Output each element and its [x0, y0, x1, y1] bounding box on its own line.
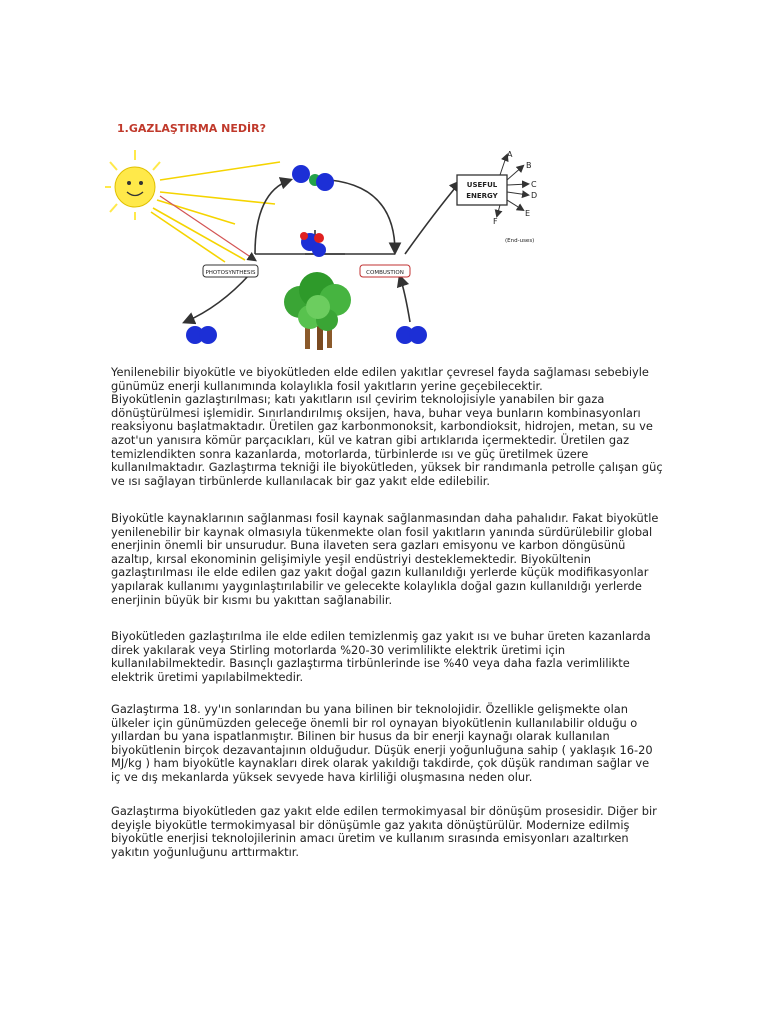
paragraph-4: Gazlaştırma 18. yy'ın sonlarından bu yana bilinen bir teknolojidir. Özellikle gelişmekte olan ülkeler için günümüzden geleceğe önemli bir rol oynayan biyokütlenin kullanılabilir olduğu o yıllardan bu yana ispatlanmıştır. Bilinen bir husus da bir enerji kaynağı olarak kullanılan biyokütlenin birçok dezavantajının olduğudur. Düşük enerji yoğunluğuna sahip ( yaklaşık 16-20 MJ/kg ) ham biyokütle kaynakları direk olarak yakıldığı takdirde, çok düşük randıman sağlar ve iç ve dış mekanlarda yüksek sevyede hava kirliliği oluşmasına neden olur. [111, 702, 653, 784]
end-uses-label: (End-uses) [505, 238, 535, 244]
page-heading: 1.GAZLAŞTIRMA NEDİR? [117, 122, 266, 135]
letter-d: D [531, 191, 538, 200]
svg-text:ENERGY: ENERGY [466, 192, 498, 200]
letter-c: C [531, 180, 537, 189]
forest-icon [284, 272, 351, 350]
paragraph-1: Yenilenebilir biyokütle ve biyokütleden elde edilen yakıtlar çevresel fayda sağlaması sebebiyle günümüz enerji kullanımında kolaylıkla fosil yakıtların yerine geçebilecektir. Biyokütlenin gazlaştırılması; katı yakıtların ısıl çevirim teknolojisiyle yanabilen bir gaza dönüştürülmesi işlemidir. Sınırlandırılmış oksijen, hava, buhar veya bunların kombinasyonları reaksiyonu başlatmaktadır. Üretilen gaz karbonmonoksit, karbondioksit, hidrojen, metan, su ve azot'un yanısıra kömür parçacıkları, kül ve katran gibi artıklarıda içermektedir. Üretilen gaz temizlendikten sonra kazanlarda, motorlarda, türbinlerde ısı ve güç üretilmek üzere kullanılmaktadır. Gazlaştırma tekniği ile biyokütleden, yüksek bir randımanla petrolle çalışan güç ve ısı sağlayan tirbünlerde kullanılacak bir gaz yakıt elde edilebilir. [111, 365, 663, 488]
molecule-top-icon [292, 165, 334, 191]
paragraph-2: Biyokütle kaynaklarının sağlanması fosil kaynak sağlanmasından daha pahalıdır. Fakat biyokütle yenilenebilir bir kaynak olmasıyla tükenmekte olan fosil yakıtların yanında sürdürülebilir global enerjinin önemli bir unsurudur. Buna ilaveten sera gazları emisyonu ve karbon döngüsünü azaltıp, kırsal ekonominin gelişimiyle yeşil endüstriyi desteklemektedir. Biyokültenin gazlaştırılması ile elde edilen gaz yakıt doğal gazın kullanıldığı yerlerde küçük modifikasyonlar yapılarak kullanımı yaygınlaştırılabilir ve gelecekte kolaylıkla doğal gazın kullanıldığı yerlerde enerjinin büyük bir kısmı bu yakıttan sağlanabilir. [111, 511, 659, 607]
sun-icon [105, 150, 160, 220]
letter-e: E [525, 209, 531, 218]
molecule-bottom-left-icon [186, 326, 217, 344]
biomass-cycle-diagram [105, 142, 565, 354]
useful-energy-box [457, 175, 507, 205]
letter-f: F [493, 217, 498, 226]
molecule-bottom-right-icon [396, 326, 427, 344]
combustion-label [360, 265, 410, 277]
photosynthesis-label [203, 265, 258, 277]
letter-a: A [507, 150, 513, 159]
paragraph-3: Biyokütleden gazlaştırılma ile elde edilen temizlenmiş gaz yakıt ısı ve buhar üreten kazanlarda direk yakılarak veya Stirling motorlarda %20-30 verimlilikte elektrik üretimi için kullanılabilmektedir. Basınçlı gazlaştırma tirbünlerinde ise %40 veya daha fazla verimlilikte elektrik üretimi yapılabilmektedir. [111, 629, 651, 684]
letter-b: B [526, 161, 532, 170]
svg-text:PHOTOSYNTHESIS: PHOTOSYNTHESIS [205, 270, 256, 276]
svg-text:COMBUSTION: COMBUSTION [366, 270, 404, 276]
paragraph-5: Gazlaştırma biyokütleden gaz yakıt elde edilen termokimyasal bir dönüşüm prosesidir. Diğer bir deyişle biyokütle termokimyasal bir dönüşümle gaz yakıta dönüştürülür. Modernize edilmiş biyokütle enerjisi teknolojilerinin amacı üretim ve kullanım sırasında emisyonları azaltırken yakıtın yoğunluğunu arttırmaktır. [111, 804, 657, 859]
svg-text:USEFUL: USEFUL [466, 181, 498, 189]
